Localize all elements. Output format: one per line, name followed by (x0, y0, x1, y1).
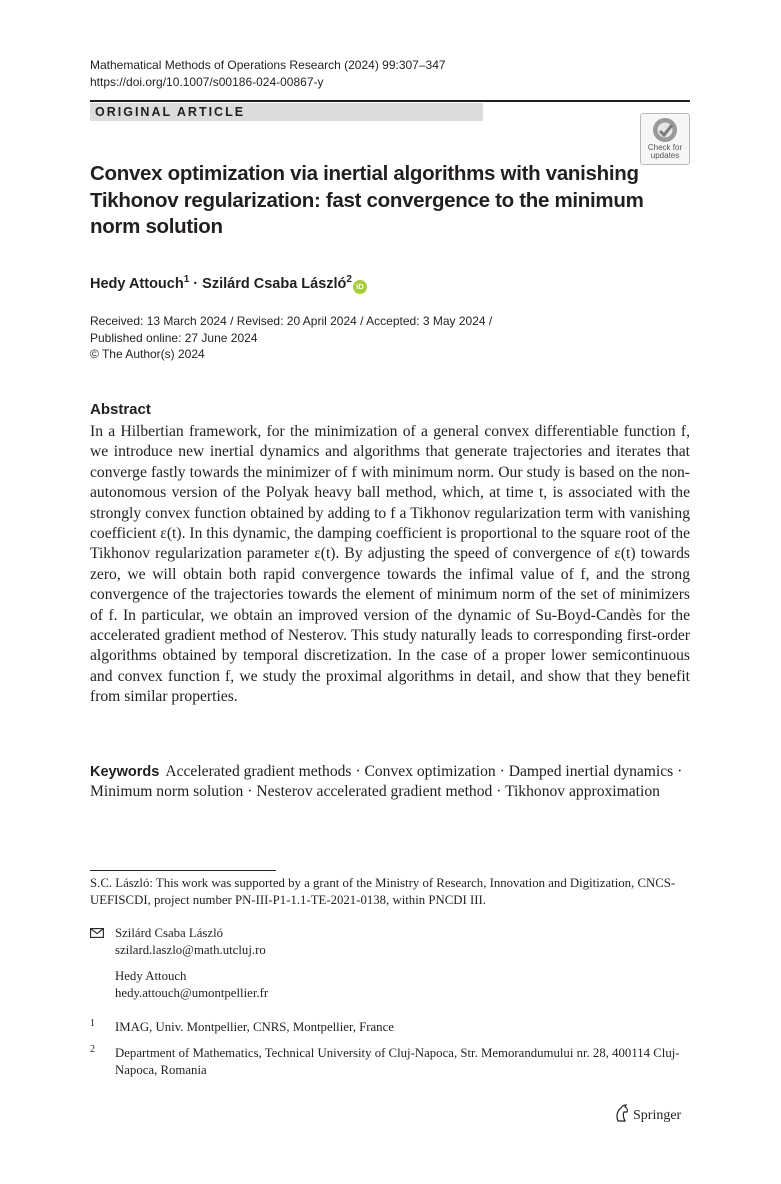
footnote-rule (90, 870, 276, 871)
check-for-updates-badge[interactable] (640, 113, 690, 165)
paper-title: Convex optimization via inertial algorithms with vanishing Tikhonov regularization: fast convergence to the minimum norm solution (90, 162, 644, 238)
contact-name: Szilárd Csaba László (115, 926, 224, 940)
funding-note: S.C. László: This work was supported by a grant of the Ministry of Research, Innovation and Digitization, CNCS-UEFISCDI, project number PN-III-P1-1.1-TE-2021-0138, within PNCDI III. (90, 876, 676, 907)
check-updates-icon (651, 117, 679, 143)
journal-header (90, 57, 446, 91)
contact-entry (90, 968, 690, 1002)
keywords-section (90, 762, 690, 803)
received-revised-accepted: Received: 13 March 2024 / Revised: 20 April 2024 / Accepted: 3 May 2024 / (90, 314, 493, 328)
journal-citation: Mathematical Methods of Operations Research (2024) 99:307–347 (90, 58, 446, 72)
contact-entry (90, 925, 690, 959)
corresponding-contacts (90, 925, 690, 1011)
author-affiliation-mark: 1 (183, 274, 190, 285)
doi-link[interactable]: https://doi.org/10.1007/s00186-024-00867-y (90, 75, 324, 89)
check-updates-label: Check for updates (647, 143, 683, 160)
contact-name: Hedy Attouch (115, 969, 187, 983)
publication-dates (90, 313, 492, 363)
contact-email[interactable]: szilard.laszlo@math.utcluj.ro (115, 943, 266, 957)
keywords-list: Accelerated gradient methods · Convex optimization · Damped inertial dynamics · Minimum norm solution · Nesterov accelerated gradient method · Tikhonov approximation (90, 763, 683, 801)
copyright: © The Author(s) 2024 (90, 347, 205, 361)
affiliation-text: IMAG, Univ. Montpellier, CNRS, Montpellier, France (115, 1020, 394, 1034)
publisher-logo (614, 1104, 681, 1126)
author-name: Hedy Attouch (90, 276, 184, 292)
author-separator: · (189, 276, 203, 292)
publisher-name: Springer (633, 1108, 682, 1123)
author-affiliation-mark: 2 (346, 274, 352, 285)
keywords-label: Keywords (90, 764, 160, 780)
envelope-icon (90, 928, 104, 938)
abstract-text: In a Hilbertian framework, for the minimization of a general convex differentiable function f, we introduce new inertial dynamics and algorithms that generate trajectories and iterates that converge fastly towards the minimizer of f with minimum norm. Our study is based on the non-autonomous version of the Polyak heavy ball method, which, at time t, is associated with the strongly convex function obtained by adding to f a Tikhonov regularization term with vanishing coefficient ε(t). In this dynamic, the damping coefficient is proportional to the square root of the Tikhonov regularization parameter ε(t). By adjusting the speed of convergence of ε(t) towards zero, we will obtain both rapid convergence towards the infimal value of f, and the strong convergence of the trajectories towards the element of minimum norm of the set of minimizers of f. In particular, we obtain an improved version of the dynamic of Su-Boyd-Candès for the accelerated gradient method of Nesterov. This study naturally leads to corresponding first-order algorithms obtained by temporal discretization. In the case of a proper lower semicontinuous and convex function f, we study the proximal algorithms in detail, and show that they benefit from similar properties. (90, 423, 690, 706)
article-type: ORIGINAL ARTICLE (95, 105, 246, 119)
author-list (90, 270, 367, 294)
springer-horse-icon (614, 1104, 630, 1122)
author-name: Szilárd Csaba László (202, 276, 347, 292)
contact-email[interactable]: hedy.attouch@umontpellier.fr (115, 986, 269, 1000)
affiliation-number: 2 (90, 1044, 95, 1055)
affiliation-number: 1 (90, 1018, 95, 1029)
published-online: Published online: 27 June 2024 (90, 330, 258, 345)
header-rule (90, 100, 690, 102)
abstract-heading: Abstract (90, 401, 151, 418)
orcid-icon[interactable]: iD (353, 280, 367, 294)
affiliation-text: Department of Mathematics, Technical University of Cluj-Napoca, Str. Memorandumului nr. 28, 400114 Cluj-Napoca, Romania (115, 1046, 680, 1077)
